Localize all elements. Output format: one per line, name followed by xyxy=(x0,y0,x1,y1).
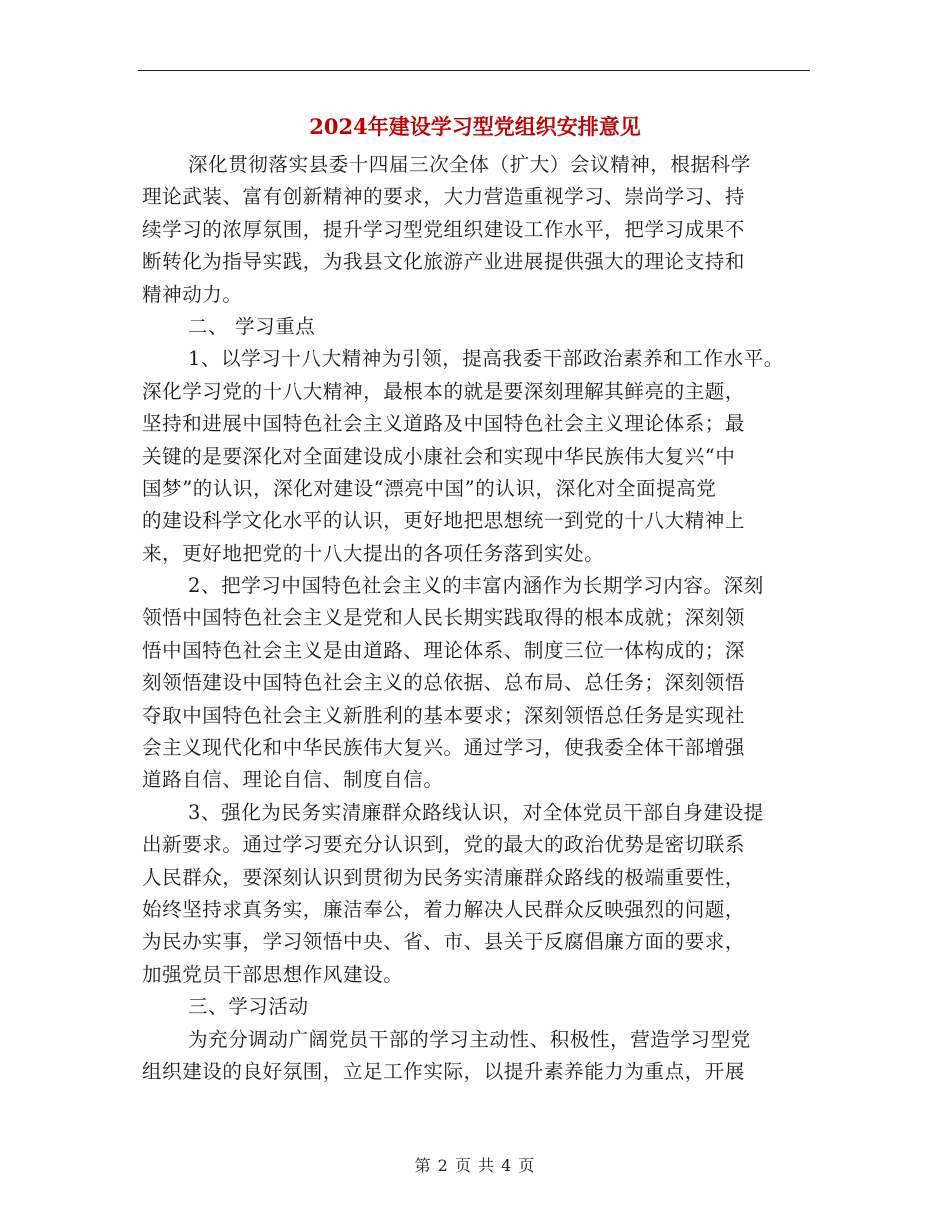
text-line: 人民群众，要深刻认识到贯彻为民务实清廉群众路线的极端重要性， xyxy=(142,865,746,889)
text-line: 道路自信、理论自信、制度自信。 xyxy=(142,768,444,792)
text-line: 领悟中国特色社会主义是党和人民长期实践取得的根本成就；深刻领 xyxy=(142,606,746,630)
text-line: 的建设科学文化水平的认识，更好地把思想统一到党的十八大精神上 xyxy=(142,509,746,533)
text-line: 1、以学习十八大精神为引领，提高我委干部政治素养和工作水平。 xyxy=(188,347,784,371)
text-line: 关键的是要深化对全面建设成小康社会和实现中华民族伟大复兴“中 xyxy=(142,444,736,468)
header-rule xyxy=(138,70,810,71)
document-body xyxy=(142,149,822,1088)
text-line: 深化贯彻落实县委十四届三次全体（扩大）会议精神，根据科学 xyxy=(188,153,751,176)
text-line: 三、学习活动 xyxy=(188,995,309,1019)
text-line: 悟中国特色社会主义是由道路、理论体系、制度三位一体构成的；深 xyxy=(142,638,746,662)
text-line: 始终坚持求真务实，廉洁奉公，着力解决人民群众反映强烈的问题， xyxy=(142,897,746,921)
text-line: 断转化为指导实践，为我县文化旅游产业进展提供强大的理论支持和 xyxy=(142,250,746,274)
text-line: 国梦”的认识，深化对建设“漂亮中国”的认识，深化对全面提高党 xyxy=(142,476,717,500)
text-line: 为民办实事，学习领悟中央、省、市、县关于反腐倡廉方面的要求， xyxy=(142,930,746,954)
document-title: 2024年建设学习型党组织安排意见 xyxy=(309,114,641,139)
text-line: 续学习的浓厚氛围，提升学习型党组织建设工作水平，把学习成果不 xyxy=(142,217,746,241)
text-line: 深化学习党的十八大精神，最根本的就是要深刻理解其鲜亮的主题， xyxy=(142,379,746,403)
text-line: 理论武装、富有创新精神的要求，大力营造重视学习、崇尚学习、持 xyxy=(142,185,746,209)
page-number-footer: 第 2 页 共 4 页 xyxy=(414,1156,536,1175)
text-line: 3、强化为民务实清廉群众路线认识，对全体党员干部自身建设提 xyxy=(188,800,764,824)
text-line: 出新要求。通过学习要充分认识到，党的最大的政治优势是密切联系 xyxy=(142,833,746,857)
text-line: 二、 学习重点 xyxy=(188,314,316,338)
text-line: 加强党员干部思想作风建设。 xyxy=(142,962,404,986)
text-line: 来，更好地把党的十八大提出的各项任务落到实处。 xyxy=(142,541,605,565)
text-line: 夺取中国特色社会主义新胜利的基本要求；深刻领悟总任务是实现社 xyxy=(142,703,746,727)
text-line: 刻领悟建设中国特色社会主义的总依据、总布局、总任务；深刻领悟 xyxy=(142,671,746,695)
text-line: 2、把学习中国特色社会主义的丰富内涵作为长期学习内容。深刻 xyxy=(188,574,764,598)
text-line: 坚持和进展中国特色社会主义道路及中国特色社会主义理论体系；最 xyxy=(142,412,746,436)
text-line: 组织建设的良好氛围，立足工作实际，以提升素养能力为重点，开展 xyxy=(142,1059,746,1083)
text-line: 会主义现代化和中华民族伟大复兴。通过学习，使我委全体干部增强 xyxy=(142,736,746,760)
text-line: 精神动力。 xyxy=(142,282,243,306)
text-line: 为充分调动广阔党员干部的学习主动性、积极性，营造学习型党 xyxy=(188,1027,751,1051)
